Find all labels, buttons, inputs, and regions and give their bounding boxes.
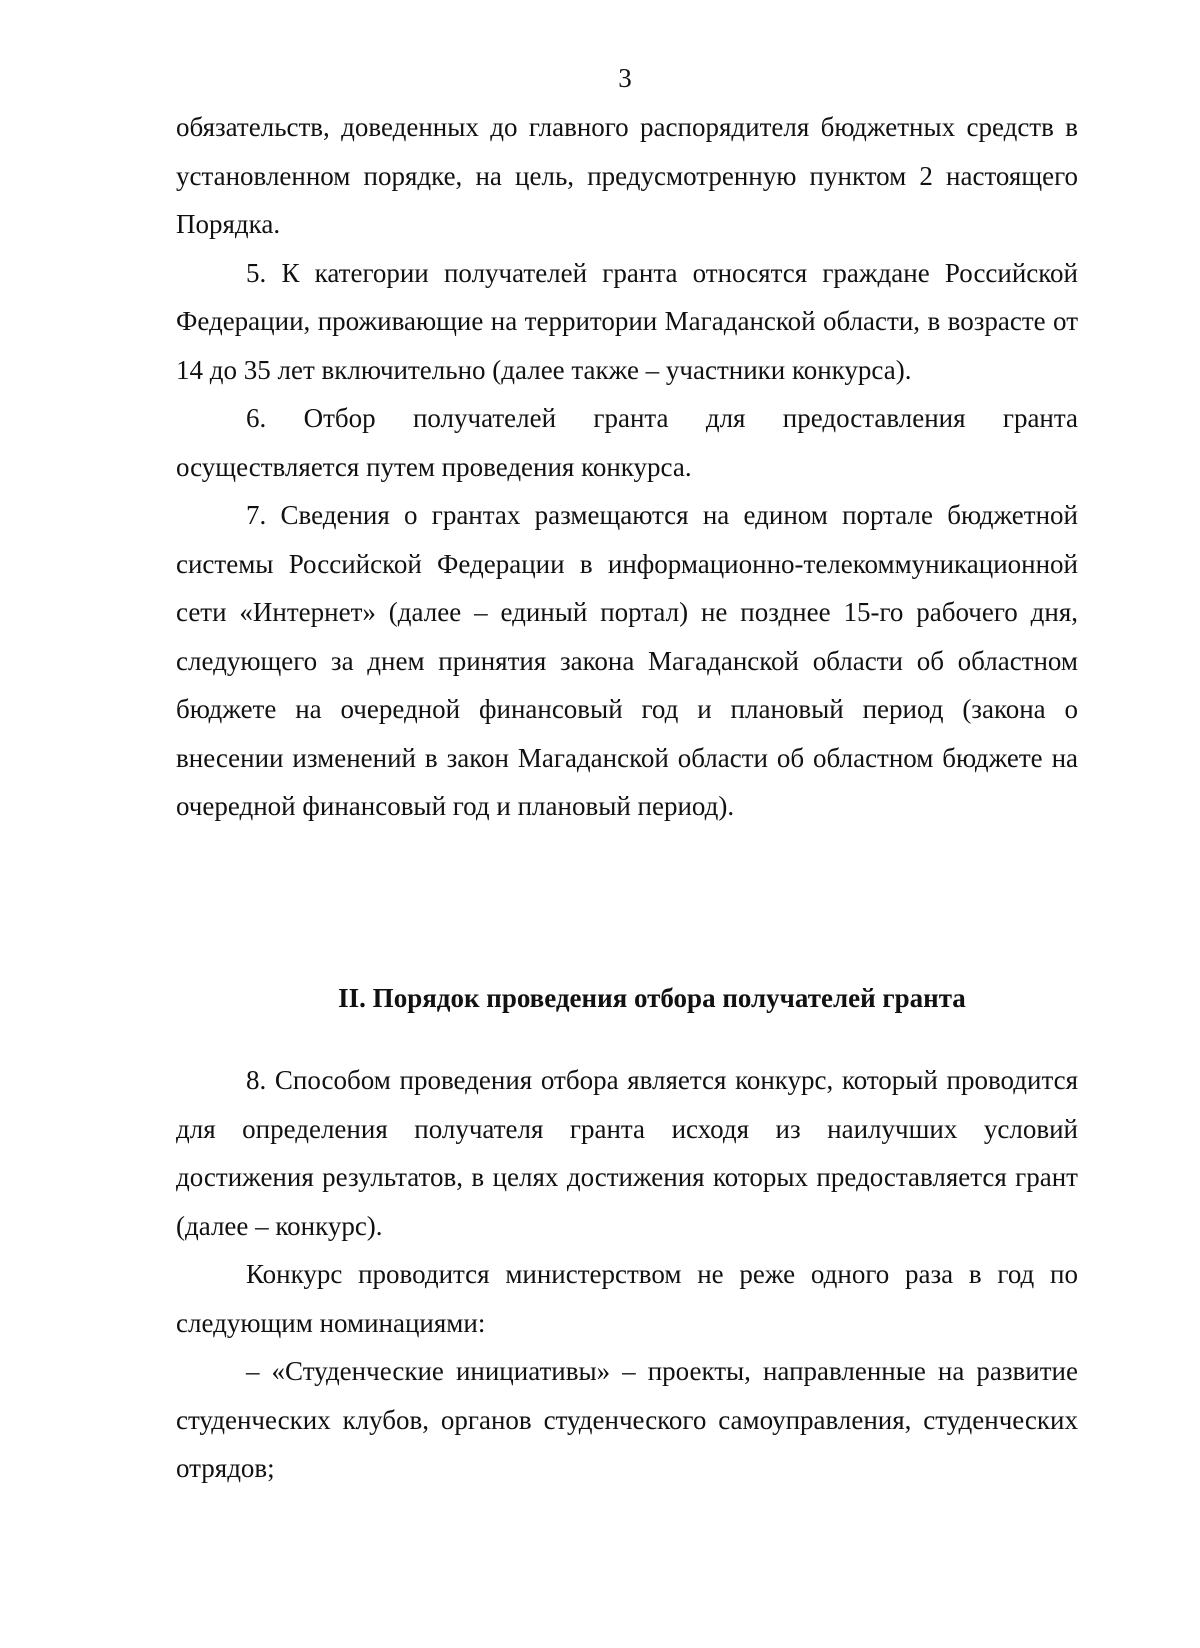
paragraph-contest: Конкурс проводится министерством не реже одного раза в год по следующим номинациями: (176, 1259, 1078, 1338)
paragraph-6: 6. Отбор получателей гранта для предоставления гранта осуществляется путем проведения конкурса. (176, 403, 1078, 482)
text-block-lower (176, 1056, 1078, 1493)
section-heading: II. Порядок проведения отбора получателей гранта (338, 983, 966, 1013)
text-block-upper (176, 103, 1078, 831)
paragraph-8: 8. Способом проведения отбора является конкурс, который проводится для определения получателя гранта исходя из наилучших условий достижения результатов, в целях достижения которых предоставляется грант (далее – конкурс). (176, 1065, 1078, 1241)
paragraph-5: 5. К категории получателей гранта относятся граждане Российской Федерации, проживающие на территории Магаданской области, в возрасте от 14 до 35 лет включительно (далее также – участники конкурса). (176, 257, 1078, 385)
paragraph-7: 7. Сведения о грантах размещаются на едином портале бюджетной системы Российской Федерации в информационно-телекоммуникационной сети «Интернет» (далее – единый портал) не позднее 15-го рабочего дня, следующего за днем принятия закона Магаданской области об областном бюджете на очередной финансовый год и плановый период (закона о внесении изменений в закон Магаданской области об областном бюджете на очередной финансовый год и плановый период). (176, 500, 1078, 821)
page-number: 3 (618, 63, 632, 93)
paragraph-continuation: обязательств, доведенных до главного распорядителя бюджетных средств в установленном порядке, на цель, предусмотренную пунктом 2 настоящего Порядка. (176, 112, 1078, 239)
paragraph-nomination-1: – «Студенческие инициативы» – проекты, направленные на развитие студенческих клубов, органов студенческого самоуправления, студенческих отрядов; (176, 1356, 1078, 1483)
